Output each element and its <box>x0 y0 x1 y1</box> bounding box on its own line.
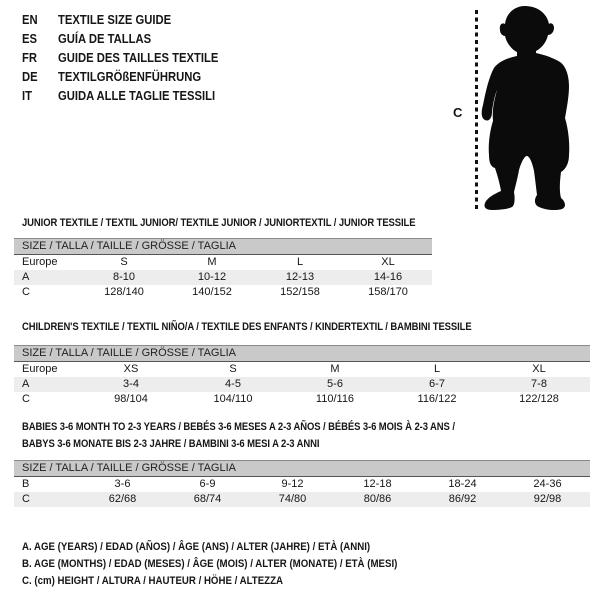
table-cell: 68/74 <box>193 493 222 505</box>
table-cell: 158/170 <box>368 286 408 298</box>
table-cell: 62/68 <box>108 493 137 505</box>
table-cell: 18-24 <box>448 478 477 490</box>
footnote: B. AGE (MONTHS) / EDAD (MESES) / ÂGE (MOIS) / ALTER (MONATE) / ETÀ (MESI) <box>22 558 398 570</box>
table-row <box>14 477 590 492</box>
row-label: A <box>22 271 30 283</box>
language-code: FR <box>22 51 38 65</box>
language-row <box>22 30 218 49</box>
table-cell: 152/158 <box>280 286 320 298</box>
row-label: C <box>22 286 30 298</box>
junior-size-table <box>14 238 432 300</box>
children-size-table <box>14 345 590 407</box>
table-cell: 128/140 <box>104 286 144 298</box>
language-row <box>22 87 218 106</box>
toddler-silhouette-icon <box>478 4 574 212</box>
language-code: IT <box>22 89 32 103</box>
table-cell: 14-16 <box>373 271 403 283</box>
language-label: TEXTILGRÖßENFÜHRUNG <box>58 70 202 84</box>
table-cell: 104/110 <box>213 393 253 405</box>
table-cell: 12-13 <box>285 271 315 283</box>
table-cell: L <box>433 363 441 375</box>
height-figure <box>450 4 590 218</box>
table-row <box>14 392 590 407</box>
language-label: GUIDE DES TAILLES TEXTILE <box>58 51 219 65</box>
table-cell: S <box>120 256 128 268</box>
row-label: A <box>22 378 30 390</box>
size-header-bar: SIZE / TALLA / TAILLE / GRÖSSE / TAGLIA <box>14 460 590 477</box>
table-cell: 10-12 <box>197 271 227 283</box>
table-cell: 86/92 <box>448 493 477 505</box>
table-cell: 6-7 <box>429 378 445 390</box>
table-cell: 80/86 <box>363 493 392 505</box>
language-label: TEXTILE SIZE GUIDE <box>58 13 172 27</box>
table-cell: 6-9 <box>199 478 216 490</box>
table-cell: 140/152 <box>192 286 232 298</box>
table-cell: 12-18 <box>363 478 392 490</box>
table-cell: 8-10 <box>112 271 136 283</box>
table-cell: 110/116 <box>315 393 355 405</box>
table-cell: 9-12 <box>281 478 304 490</box>
table-cell: M <box>207 256 217 268</box>
footnote: C. (cm) HEIGHT / ALTURA / HAUTEUR / HÖHE / ALTEZZA <box>22 575 284 587</box>
table-cell: 24-36 <box>533 478 562 490</box>
children-table-title: CHILDREN'S TEXTILE / TEXTIL NIÑO/A / TEXTILE DES ENFANTS / KINDERTEXTIL / BAMBINI TESSILE <box>22 321 472 333</box>
language-label: GUÍA DE TALLAS <box>58 32 152 46</box>
footnote: A. AGE (YEARS) / EDAD (AÑOS) / ÂGE (ANS) / ALTER (JAHRE) / ETÀ (ANNI) <box>22 541 371 553</box>
table-cell: 4-5 <box>225 378 241 390</box>
table-cell: S <box>229 363 237 375</box>
table-row <box>14 492 590 507</box>
table-cell: L <box>296 256 304 268</box>
table-cell: 5-6 <box>327 378 343 390</box>
babies-table-title-line1: BABIES 3-6 MONTH TO 2-3 YEARS / BEBÉS 3-6 MESES A 2-3 AÑOS / BÉBÉS 3-6 MOIS À 2-3 ANS / <box>22 421 455 433</box>
table-cell: M <box>330 363 340 375</box>
row-label: B <box>22 478 30 490</box>
table-cell: 92/98 <box>533 493 562 505</box>
table-cell: 98/104 <box>114 393 148 405</box>
language-code: DE <box>22 70 38 84</box>
table-cell: 122/128 <box>519 393 559 405</box>
table-cell: 7-8 <box>531 378 547 390</box>
table-cell: 74/80 <box>278 493 307 505</box>
table-row <box>14 362 590 377</box>
table-cell: XL <box>532 363 546 375</box>
footnotes <box>22 539 449 590</box>
language-row <box>22 11 218 30</box>
table-cell: XS <box>123 363 139 375</box>
junior-table-title: JUNIOR TEXTILE / TEXTIL JUNIOR/ TEXTILE JUNIOR / JUNIORTEXTIL / JUNIOR TESSILE <box>22 217 416 229</box>
row-label: C <box>22 493 30 505</box>
language-code: EN <box>22 13 38 27</box>
row-label: C <box>22 393 30 405</box>
table-row <box>14 377 590 392</box>
table-cell: 116/122 <box>417 393 457 405</box>
language-code: ES <box>22 32 38 46</box>
table-cell: 3-6 <box>114 478 131 490</box>
language-label: GUIDA ALLE TAGLIE TESSILI <box>58 89 216 103</box>
size-header-bar: SIZE / TALLA / TAILLE / GRÖSSE / TAGLIA <box>14 345 590 362</box>
table-row <box>14 255 432 270</box>
table-cell: 3-4 <box>123 378 139 390</box>
row-label: Europe <box>22 363 58 375</box>
row-label: Europe <box>22 256 58 268</box>
language-guide <box>22 11 240 106</box>
language-row <box>22 68 218 87</box>
table-row <box>14 285 432 300</box>
size-header-bar: SIZE / TALLA / TAILLE / GRÖSSE / TAGLIA <box>14 238 432 255</box>
babies-table-title-line2: BABYS 3-6 MONATE BIS 2-3 JAHRE / BAMBINI 3-6 MESI A 2-3 ANNI <box>22 438 320 450</box>
height-marker-label: C <box>453 105 463 120</box>
table-row <box>14 270 432 285</box>
babies-size-table <box>14 460 590 507</box>
language-row <box>22 49 218 68</box>
table-cell: XL <box>381 256 395 268</box>
